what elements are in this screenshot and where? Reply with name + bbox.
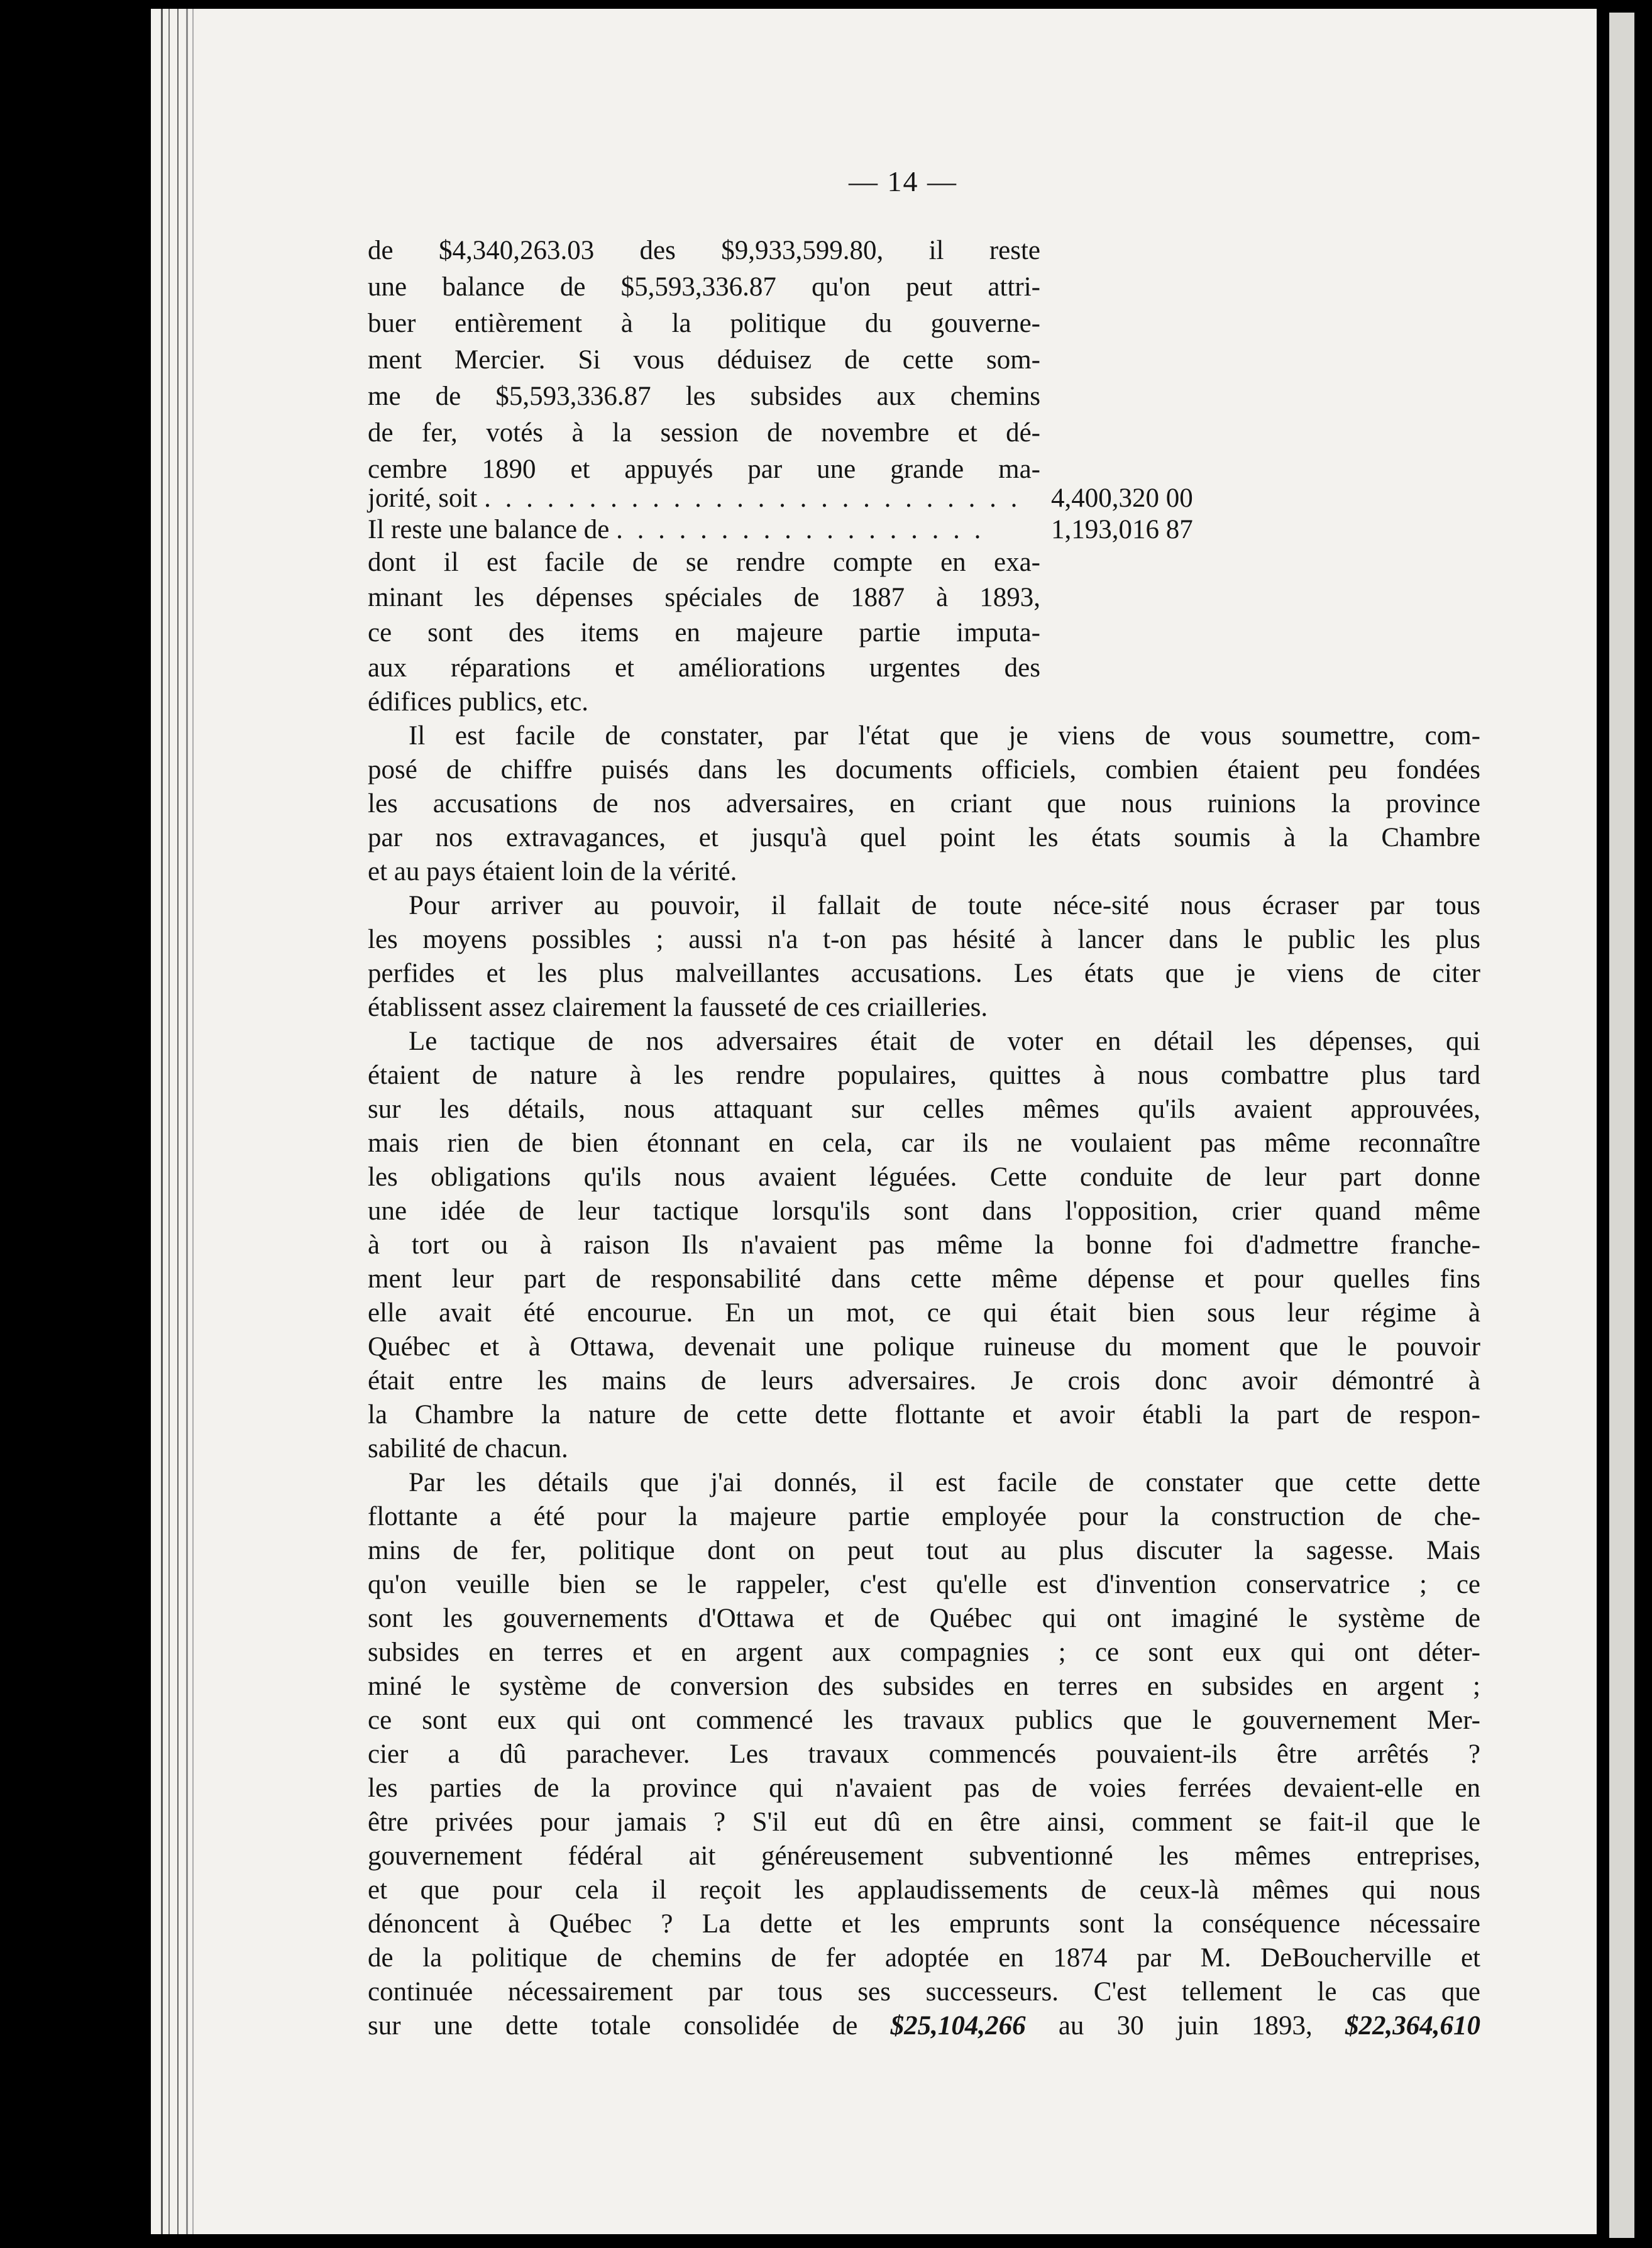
text-line: posé de chiffre puisés dans les documents officiels, combien étaient peu fondées [368, 755, 1480, 785]
text-line: dont il est facile de se rendre compte en exa- [368, 548, 1040, 577]
text-line: miné le système de conversion des subsides en terres en subsides en argent ; [368, 1672, 1480, 1701]
text-line: subsides en terres et en argent aux compagnies ; ce sont eux qui ont déter- [368, 1638, 1480, 1667]
text-line: à tort ou à raison Ils n'avaient pas même la bonne foi d'admettre franche- [368, 1230, 1480, 1260]
text-line: mins de fer, politique dont on peut tout au plus discuter la sagesse. Mais [368, 1536, 1480, 1565]
text-line: mais rien de bien étonnant en cela, car ils ne voulaient pas même reconnaître [368, 1128, 1480, 1158]
dot-leader: . . . . . . . . . . . . . . . . . . . . . . . . . . [484, 483, 1021, 513]
text-line: qu'on veuille bien se le rappeler, c'est qu'elle est d'invention conservatrice ; ce [368, 1570, 1480, 1599]
text-line: cembre 1890 et appuyés par une grande ma- [368, 455, 1040, 484]
tabular-row-label [368, 512, 1040, 548]
page-edge-line [177, 9, 179, 2234]
text-line: sabilité de chacun. [368, 1434, 568, 1463]
text-line: ment Mercier. Si vous déduisez de cette som- [368, 345, 1040, 375]
text-line: sur les détails, nous attaquant sur celles mêmes qu'ils avaient approuvées, [368, 1094, 1480, 1124]
final-text-before: sur une dette totale consolidée de [368, 2011, 858, 2041]
text-line: gouvernement fédéral ait généreusement subventionné les mêmes entreprises, [368, 1841, 1480, 1871]
page-edge-line [161, 9, 163, 2234]
text-line: Québec et à Ottawa, devenait une polique ruineuse du moment que le pouvoir [368, 1332, 1480, 1362]
text-line: ce sont eux qui ont commencé les travaux publics que le gouvernement Mer- [368, 1705, 1480, 1735]
text-line: édifices publics, etc. [368, 687, 589, 717]
text-line: les moyens possibles ; aussi n'a t-on pas hésité à lancer dans le public les plus [368, 925, 1480, 954]
text-line: elle avait été encourue. En un mot, ce qui était bien sous leur régime à [368, 1298, 1480, 1328]
text-line: une balance de $5,593,336.87 qu'on peut attri- [368, 272, 1040, 302]
text-line: ce sont des items en majeure partie imputa- [368, 618, 1040, 647]
row-amount: 4,400,320 00 [1051, 483, 1193, 513]
text-line: buer entièrement à la politique du gouverne- [368, 309, 1040, 338]
text-line: une idée de leur tactique lorsqu'ils sont dans l'opposition, crier quand même [368, 1196, 1480, 1226]
text-line: était entre les mains de leurs adversaires. Je crois donc avoir démontré à [368, 1366, 1480, 1396]
debt-amount-railways: $22,364,610 [1345, 2011, 1480, 2041]
text-line: Par les détails que j'ai donnés, il est facile de constater que cette dette [409, 1468, 1480, 1497]
text-line: Pour arriver au pouvoir, il fallait de toute néce-sité nous écraser par tous [409, 891, 1480, 920]
text-line: minant les dépenses spéciales de 1887 à 1893, [368, 583, 1040, 612]
text-line: cier a dû parachever. Les travaux commencés pouvaient-ils être arrêtés ? [368, 1739, 1480, 1769]
adjacent-page-strip [1609, 13, 1634, 2238]
text-line: aux réparations et améliorations urgentes des [368, 653, 1040, 683]
text-line: me de $5,593,336.87 les subsides aux chemins [368, 382, 1040, 411]
text-line: établissent assez clairement la fausseté de ces criailleries. [368, 993, 988, 1022]
text-line-final [368, 2008, 1480, 2044]
text-line: la Chambre la nature de cette dette flottante et avoir établi la part de respon- [368, 1400, 1480, 1430]
page-edge-line [186, 9, 188, 2234]
row-amount: 1,193,016 87 [1051, 515, 1193, 544]
final-text-middle: au 30 juin 1893, [1058, 2011, 1313, 2041]
text-line: ment leur part de responsabilité dans cette même dépense et pour quelles fins [368, 1264, 1480, 1294]
text-line: flottante a été pour la majeure partie employée pour la construction de che- [368, 1502, 1480, 1531]
text-line: de fer, votés à la session de novembre et dé- [368, 418, 1040, 448]
text-line: Il est facile de constater, par l'état que je viens de vous soumettre, com- [409, 721, 1480, 751]
text-line: dénoncent à Québec ? La dette et les emprunts sont la conséquence nécessaire [368, 1909, 1480, 1939]
row-label: jorité, soit [368, 483, 478, 513]
text-line: les obligations qu'ils nous avaient léguées. Cette conduite de leur part donne [368, 1162, 1480, 1192]
text-line: les parties de la province qui n'avaient pas de voies ferrées devaient-elle en [368, 1773, 1480, 1803]
row-label: Il reste une balance de [368, 515, 610, 544]
text-line: de la politique de chemins de fer adoptée en 1874 par M. DeBoucherville et [368, 1943, 1480, 1973]
text-line: les accusations de nos adversaires, en criant que nous ruinions la province [368, 789, 1480, 818]
text-line: perfides et les plus malveillantes accusations. Les états que je viens de citer [368, 959, 1480, 988]
text-line: et au pays étaient loin de la vérité. [368, 857, 737, 886]
text-line: Le tactique de nos adversaires était de voter en détail les dépenses, qui [409, 1027, 1480, 1056]
page-number: — 14 — [849, 165, 957, 197]
debt-amount-total: $25,104,266 [890, 2011, 1026, 2041]
page-edge-line [192, 9, 194, 2234]
text-line: être privées pour jamais ? S'il eut dû en être ainsi, comment se fait-il que le [368, 1807, 1480, 1837]
text-line: et que pour cela il reçoit les applaudissements de ceux-là mêmes qui nous [368, 1875, 1480, 1905]
text-line: par nos extravagances, et jusqu'à quel point les états soumis à la Chambre [368, 823, 1480, 852]
text-line: de $4,340,263.03 des $9,933,599.80, il reste [368, 236, 1040, 265]
page-edge-line [168, 9, 170, 2234]
text-line: continuée nécessairement par tous ses successeurs. C'est tellement le cas que [368, 1977, 1480, 2007]
text-line: étaient de nature à les rendre populaires, quittes à nous combattre plus tard [368, 1061, 1480, 1090]
text-line: sont les gouvernements d'Ottawa et de Québec qui ont imaginé le système de [368, 1604, 1480, 1633]
dot-leader: . . . . . . . . . . . . . . . . . . [616, 515, 985, 544]
